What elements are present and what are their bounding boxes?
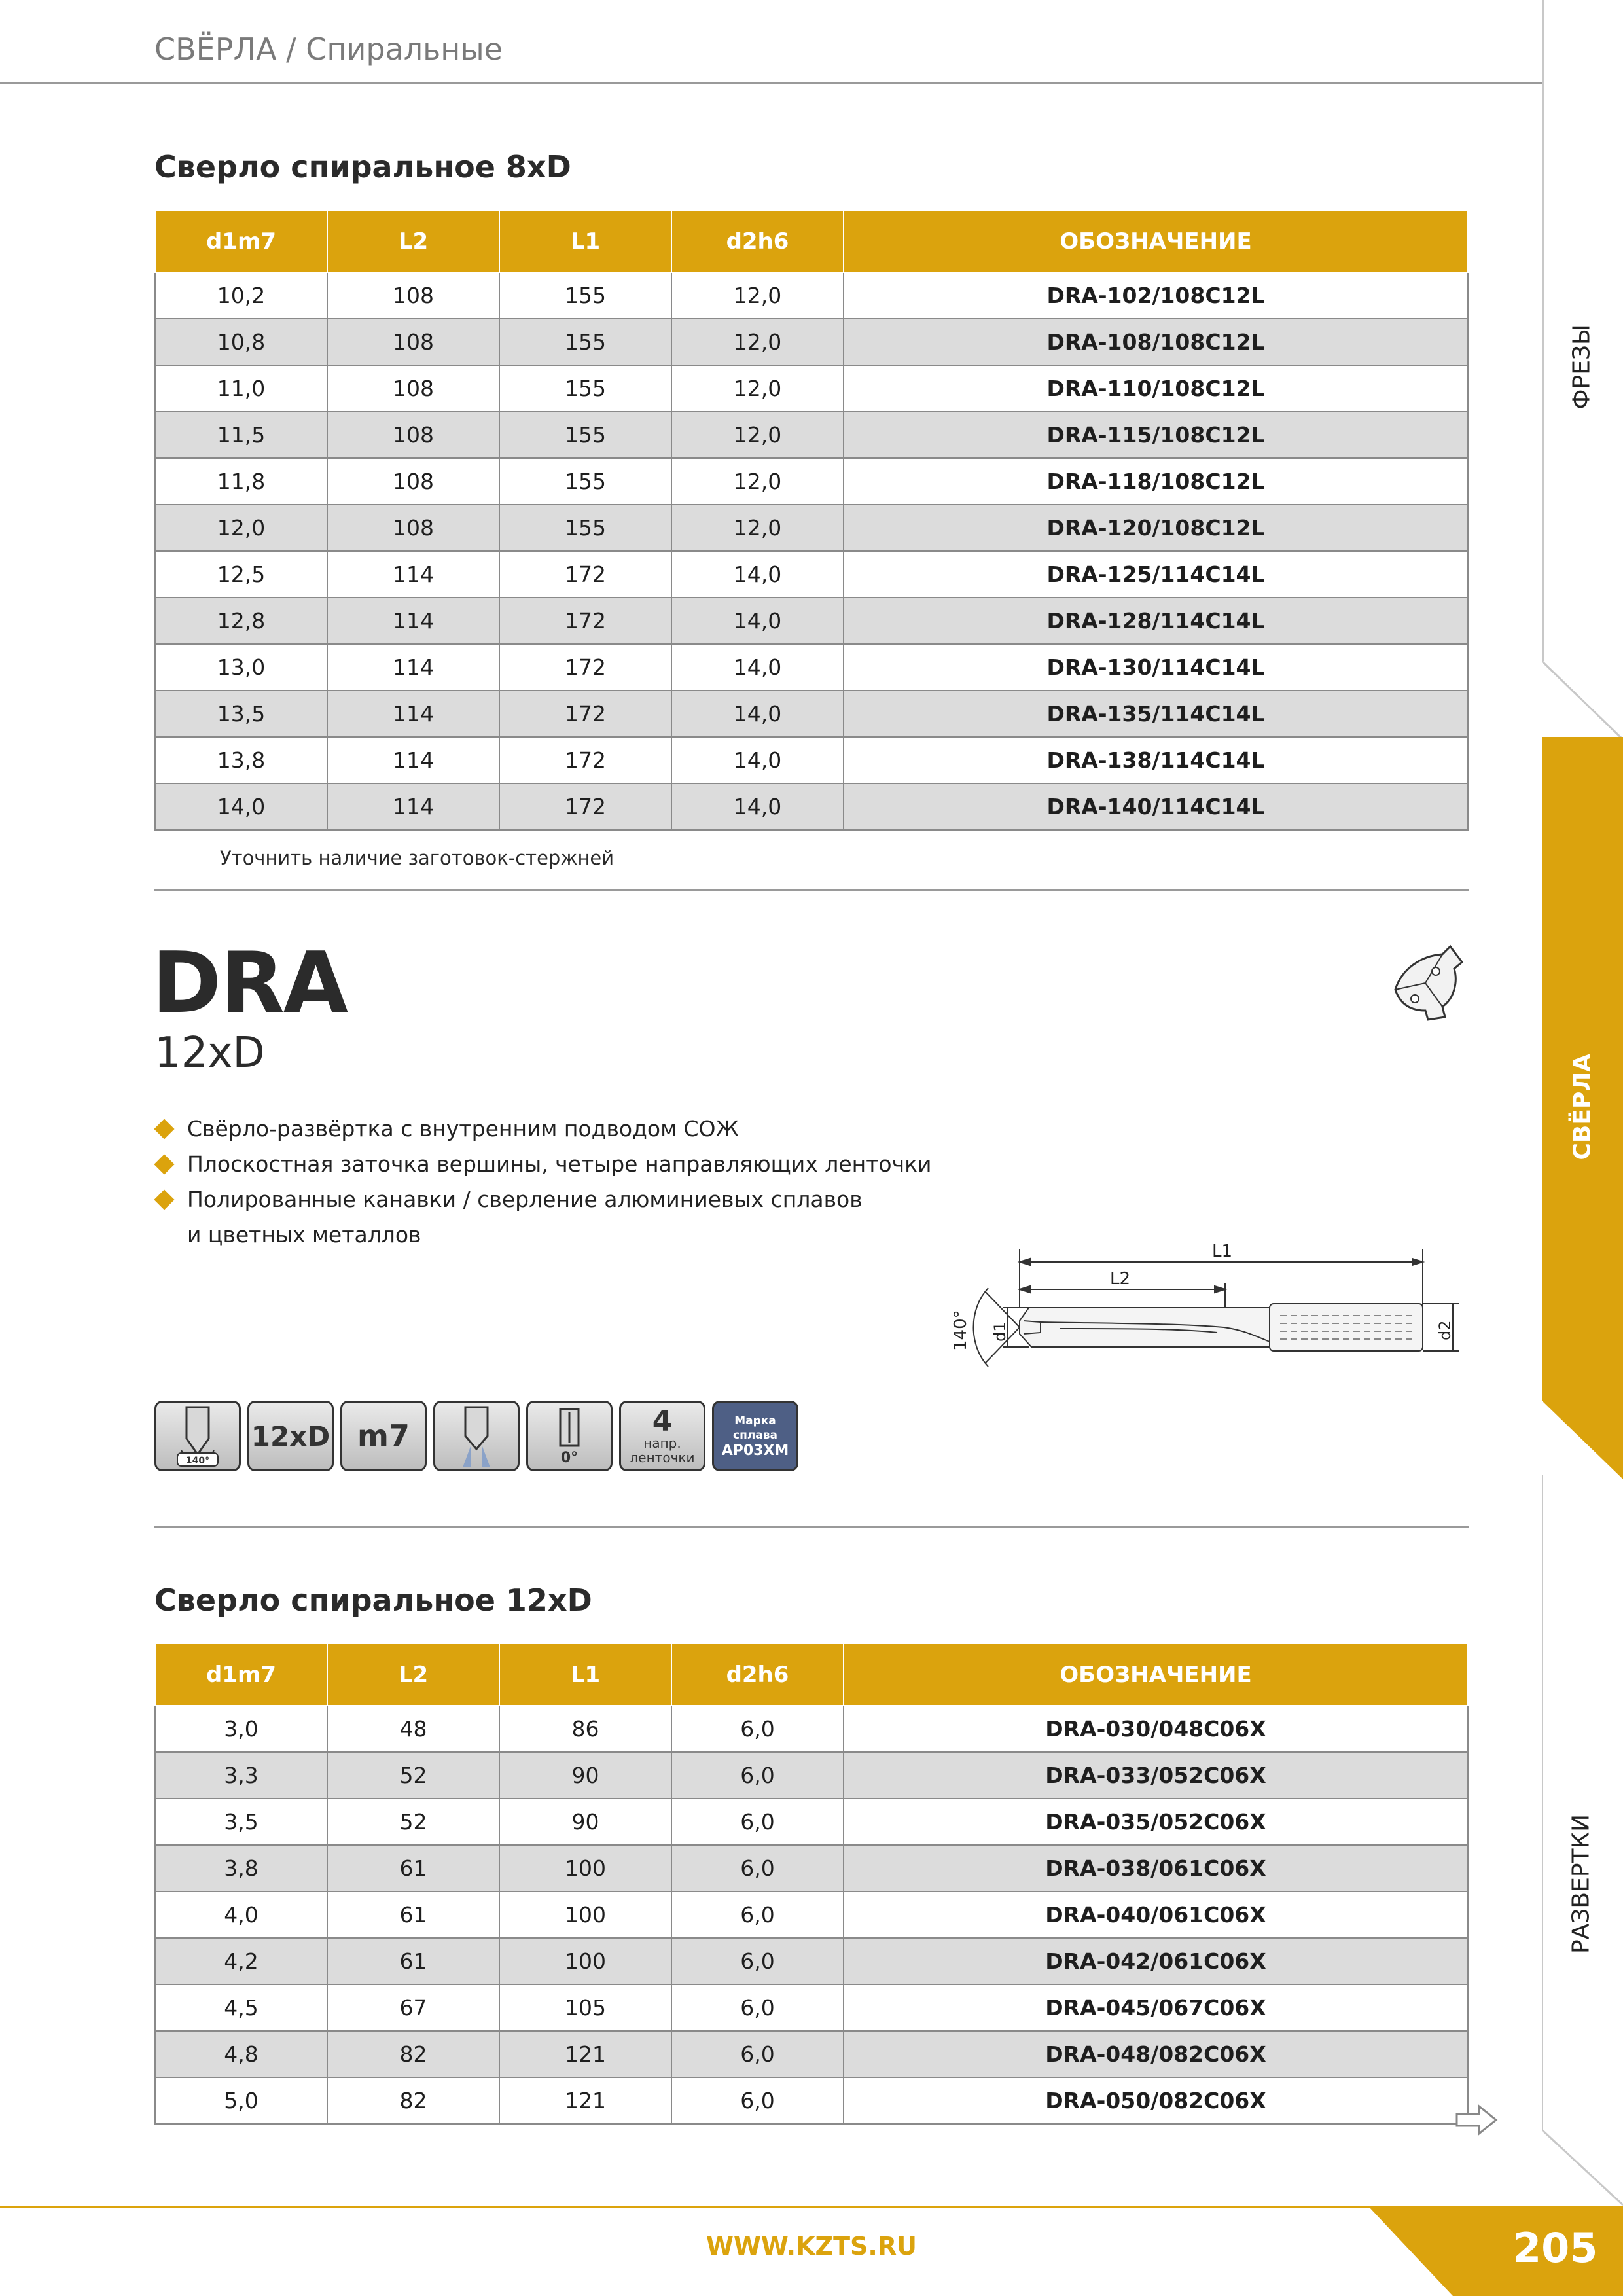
cell-l2: 114: [327, 737, 499, 783]
table-row: [155, 1984, 1468, 2031]
guides-count: 4: [652, 1405, 673, 1438]
cell-l1: 121: [499, 2031, 671, 2077]
cell-l2: 114: [327, 551, 499, 598]
table-row: [155, 1845, 1468, 1892]
cell-designation: DRA-035/052C06X: [844, 1799, 1468, 1845]
cell-l1: 90: [499, 1752, 671, 1799]
cell-l2: 108: [327, 272, 499, 319]
cell-designation: DRA-033/052C06X: [844, 1752, 1468, 1799]
product-name: DRA: [152, 935, 347, 1032]
cell-l1: 105: [499, 1984, 671, 2031]
column-header-l1: L1: [499, 211, 671, 272]
feature-icons: [154, 1401, 798, 1471]
cell-l1: 172: [499, 551, 671, 598]
table-row: [155, 505, 1468, 551]
cell-l2: 61: [327, 1892, 499, 1938]
internal-coolant-icon: [440, 1403, 512, 1469]
carbide-grade-badge: [712, 1401, 798, 1471]
cell-designation: DRA-128/114C14L: [844, 598, 1468, 644]
dimension-d2-label: d2: [1436, 1320, 1454, 1340]
table-12xd: [154, 1644, 1469, 2125]
column-header-l2: L2: [327, 1644, 499, 1706]
cell-l1: 172: [499, 691, 671, 737]
table-12xd-body: [155, 1706, 1468, 2124]
cell-l2: 108: [327, 505, 499, 551]
cell-designation: DRA-108/108C12L: [844, 319, 1468, 365]
cell-designation: DRA-050/082C06X: [844, 2077, 1468, 2124]
length-ratio-value: 12xD: [251, 1420, 330, 1452]
cell-d1: 3,0: [155, 1706, 327, 1752]
cell-l1: 155: [499, 412, 671, 458]
cell-d2: 14,0: [671, 737, 844, 783]
cell-l1: 155: [499, 319, 671, 365]
website-link[interactable]: WWW.KZTS.RU: [706, 2232, 917, 2261]
cell-d1: 11,8: [155, 458, 327, 505]
tolerance-icon: [340, 1401, 427, 1471]
product-subtitle: 12xD: [154, 1029, 265, 1077]
cell-l2: 52: [327, 1799, 499, 1845]
column-header-d2: d2h6: [671, 1644, 844, 1706]
column-header-d2: d2h6: [671, 211, 844, 272]
cell-d1: 12,5: [155, 551, 327, 598]
cell-d2: 12,0: [671, 319, 844, 365]
length-ratio-icon: [247, 1401, 334, 1471]
table-header-row: [155, 211, 1468, 272]
feature-item: [154, 1182, 932, 1217]
cell-l2: 67: [327, 1984, 499, 2031]
table-row: [155, 1752, 1468, 1799]
section-8xd-title: Сверло спиральное 8xD: [154, 149, 571, 185]
column-header-designation: ОБОЗНАЧЕНИЕ: [844, 1644, 1468, 1706]
drill-point-icon: [162, 1403, 234, 1469]
guides-icon: [619, 1401, 705, 1471]
cell-d2: 14,0: [671, 598, 844, 644]
cell-d1: 14,0: [155, 783, 327, 830]
cell-d2: 6,0: [671, 1706, 844, 1752]
feature-text: и цветных металлов: [187, 1222, 421, 1247]
table-row: [155, 319, 1468, 365]
cell-designation: DRA-115/108C12L: [844, 412, 1468, 458]
helix-angle-value: 0°: [560, 1449, 579, 1466]
page-number: 205: [1513, 2224, 1598, 2272]
cell-d2: 6,0: [671, 1938, 844, 1984]
diamond-bullet-icon: [154, 1119, 174, 1139]
feature-text: Свёрло-развёртка с внутренним подводом СОЖ: [187, 1116, 740, 1141]
cell-d1: 3,3: [155, 1752, 327, 1799]
cell-l2: 108: [327, 319, 499, 365]
table-row: [155, 365, 1468, 412]
point-angle-icon: [154, 1401, 241, 1471]
table-row: [155, 2077, 1468, 2124]
feature-item-continuation: [154, 1217, 932, 1253]
cell-designation: DRA-042/061C06X: [844, 1938, 1468, 1984]
section-divider: [154, 1526, 1469, 1528]
coolant-icon: [433, 1401, 520, 1471]
cell-designation: DRA-138/114C14L: [844, 737, 1468, 783]
column-header-l1: L1: [499, 1644, 671, 1706]
cell-l2: 82: [327, 2031, 499, 2077]
drill-tip-icon: [1382, 942, 1471, 1028]
cell-d1: 3,8: [155, 1845, 327, 1892]
guides-text-line1: напр.: [643, 1435, 681, 1451]
cell-l1: 155: [499, 365, 671, 412]
feature-item: [154, 1111, 932, 1147]
table-row: [155, 598, 1468, 644]
cell-d2: 14,0: [671, 783, 844, 830]
cell-l2: 48: [327, 1706, 499, 1752]
cell-l2: 61: [327, 1845, 499, 1892]
feature-text: Полированные канавки / сверление алюминиевых сплавов: [187, 1187, 863, 1212]
cell-l1: 172: [499, 737, 671, 783]
dimension-l2-label: L2: [1110, 1269, 1131, 1289]
cell-l2: 114: [327, 783, 499, 830]
section-divider: [154, 889, 1469, 891]
cell-d2: 12,0: [671, 412, 844, 458]
cell-l1: 172: [499, 644, 671, 691]
feature-list: [154, 1111, 932, 1253]
table-8xd-body: [155, 272, 1468, 830]
table-row: [155, 2031, 1468, 2077]
cell-l2: 114: [327, 691, 499, 737]
cell-d2: 6,0: [671, 1892, 844, 1938]
cell-l1: 100: [499, 1938, 671, 1984]
cell-l2: 108: [327, 412, 499, 458]
cell-l2: 114: [327, 644, 499, 691]
cell-d2: 6,0: [671, 1799, 844, 1845]
cell-d1: 13,8: [155, 737, 327, 783]
table-row: [155, 551, 1468, 598]
cell-designation: DRA-110/108C12L: [844, 365, 1468, 412]
cell-designation: DRA-120/108C12L: [844, 505, 1468, 551]
cell-l1: 172: [499, 783, 671, 830]
cell-l2: 108: [327, 365, 499, 412]
cell-d2: 14,0: [671, 644, 844, 691]
cell-designation: DRA-040/061C06X: [844, 1892, 1468, 1938]
table-row: [155, 1892, 1468, 1938]
cell-l2: 52: [327, 1752, 499, 1799]
cell-designation: DRA-102/108C12L: [844, 272, 1468, 319]
cell-designation: DRA-125/114C14L: [844, 551, 1468, 598]
cell-d2: 6,0: [671, 1752, 844, 1799]
column-header-d1: d1m7: [155, 1644, 327, 1706]
stock-note: Уточнить наличие заготовок-стержней: [220, 847, 615, 869]
cell-l1: 155: [499, 505, 671, 551]
cell-l1: 121: [499, 2077, 671, 2124]
cell-designation: DRA-140/114C14L: [844, 783, 1468, 830]
cell-d1: 12,0: [155, 505, 327, 551]
guides-text-line2: ленточки: [630, 1450, 695, 1465]
cell-d1: 10,2: [155, 272, 327, 319]
cell-d1: 4,2: [155, 1938, 327, 1984]
cell-d2: 12,0: [671, 505, 844, 551]
cell-d1: 3,5: [155, 1799, 327, 1845]
table-row: [155, 412, 1468, 458]
cell-l1: 172: [499, 598, 671, 644]
header-divider: [0, 82, 1542, 84]
column-header-d1: d1m7: [155, 211, 327, 272]
cell-l1: 155: [499, 272, 671, 319]
cell-d1: 5,0: [155, 2077, 327, 2124]
cell-d2: 12,0: [671, 272, 844, 319]
cell-l1: 155: [499, 458, 671, 505]
cell-d2: 12,0: [671, 365, 844, 412]
footer-divider: [0, 2206, 1374, 2208]
cell-d1: 12,8: [155, 598, 327, 644]
cell-l1: 100: [499, 1845, 671, 1892]
table-header-row: [155, 1644, 1468, 1706]
cell-d2: 14,0: [671, 691, 844, 737]
side-tab-razvertki[interactable]: РАЗВЕРТКИ: [1567, 1814, 1595, 1954]
cell-l1: 100: [499, 1892, 671, 1938]
table-row: [155, 691, 1468, 737]
cell-d1: 11,5: [155, 412, 327, 458]
table-row: [155, 1706, 1468, 1752]
table-row: [155, 644, 1468, 691]
feature-item: [154, 1147, 932, 1182]
cell-designation: DRA-048/082C06X: [844, 2031, 1468, 2077]
table-row: [155, 737, 1468, 783]
table-row: [155, 458, 1468, 505]
next-page-arrow-icon[interactable]: [1454, 2104, 1499, 2136]
cell-l2: 82: [327, 2077, 499, 2124]
section-12xd-title: Сверло спиральное 12xD: [154, 1583, 592, 1618]
cell-l2: 61: [327, 1938, 499, 1984]
cell-designation: DRA-135/114C14L: [844, 691, 1468, 737]
helix-angle-icon: [526, 1401, 613, 1471]
cell-d1: 13,0: [155, 644, 327, 691]
diamond-bullet-icon: [154, 1189, 174, 1210]
point-angle-value: 140°: [185, 1456, 210, 1466]
column-header-l2: L2: [327, 211, 499, 272]
cell-d1: 4,0: [155, 1892, 327, 1938]
grade-text-line2: сплава: [733, 1428, 777, 1442]
table-row: [155, 272, 1468, 319]
cell-d2: 6,0: [671, 2077, 844, 2124]
cell-d1: 10,8: [155, 319, 327, 365]
cell-d2: 14,0: [671, 551, 844, 598]
cell-designation: DRA-038/061C06X: [844, 1845, 1468, 1892]
straight-flute-icon: [550, 1407, 589, 1450]
table-row: [155, 1938, 1468, 1984]
table-row: [155, 1799, 1468, 1845]
cell-designation: DRA-118/108C12L: [844, 458, 1468, 505]
cell-d2: 6,0: [671, 1984, 844, 2031]
column-header-designation: ОБОЗНАЧЕНИЕ: [844, 211, 1468, 272]
diamond-bullet-icon: [154, 1154, 174, 1174]
cell-l1: 86: [499, 1706, 671, 1752]
cell-d1: 4,8: [155, 2031, 327, 2077]
side-tab-frezy[interactable]: ФРЕЗЫ: [1568, 324, 1596, 410]
cell-d2: 6,0: [671, 2031, 844, 2077]
dimension-d1-label: d1: [991, 1321, 1009, 1342]
drill-technical-drawing: [942, 1230, 1479, 1388]
cell-l1: 90: [499, 1799, 671, 1845]
point-angle-label: 140°: [951, 1310, 971, 1351]
cell-d1: 11,0: [155, 365, 327, 412]
cell-d2: 12,0: [671, 458, 844, 505]
cell-designation: DRA-030/048C06X: [844, 1706, 1468, 1752]
cell-designation: DRA-130/114C14L: [844, 644, 1468, 691]
cell-d2: 6,0: [671, 1845, 844, 1892]
table-8xd: [154, 211, 1469, 831]
grade-text-line1: Марка: [734, 1414, 776, 1427]
grade-value: AP03XM: [721, 1442, 789, 1459]
feature-text: Плоскостная заточка вершины, четыре направляющих ленточки: [187, 1151, 932, 1177]
cell-d1: 4,5: [155, 1984, 327, 2031]
side-tab-sverla[interactable]: СВЁРЛА: [1569, 1053, 1596, 1160]
table-row: [155, 783, 1468, 830]
dimension-l1-label: L1: [1212, 1242, 1233, 1261]
cell-designation: DRA-045/067C06X: [844, 1984, 1468, 2031]
tolerance-value: m7: [357, 1418, 410, 1454]
cell-l2: 108: [327, 458, 499, 505]
page-header-title: СВЁРЛА / Спиральные: [154, 31, 503, 67]
cell-l2: 114: [327, 598, 499, 644]
cell-d1: 13,5: [155, 691, 327, 737]
